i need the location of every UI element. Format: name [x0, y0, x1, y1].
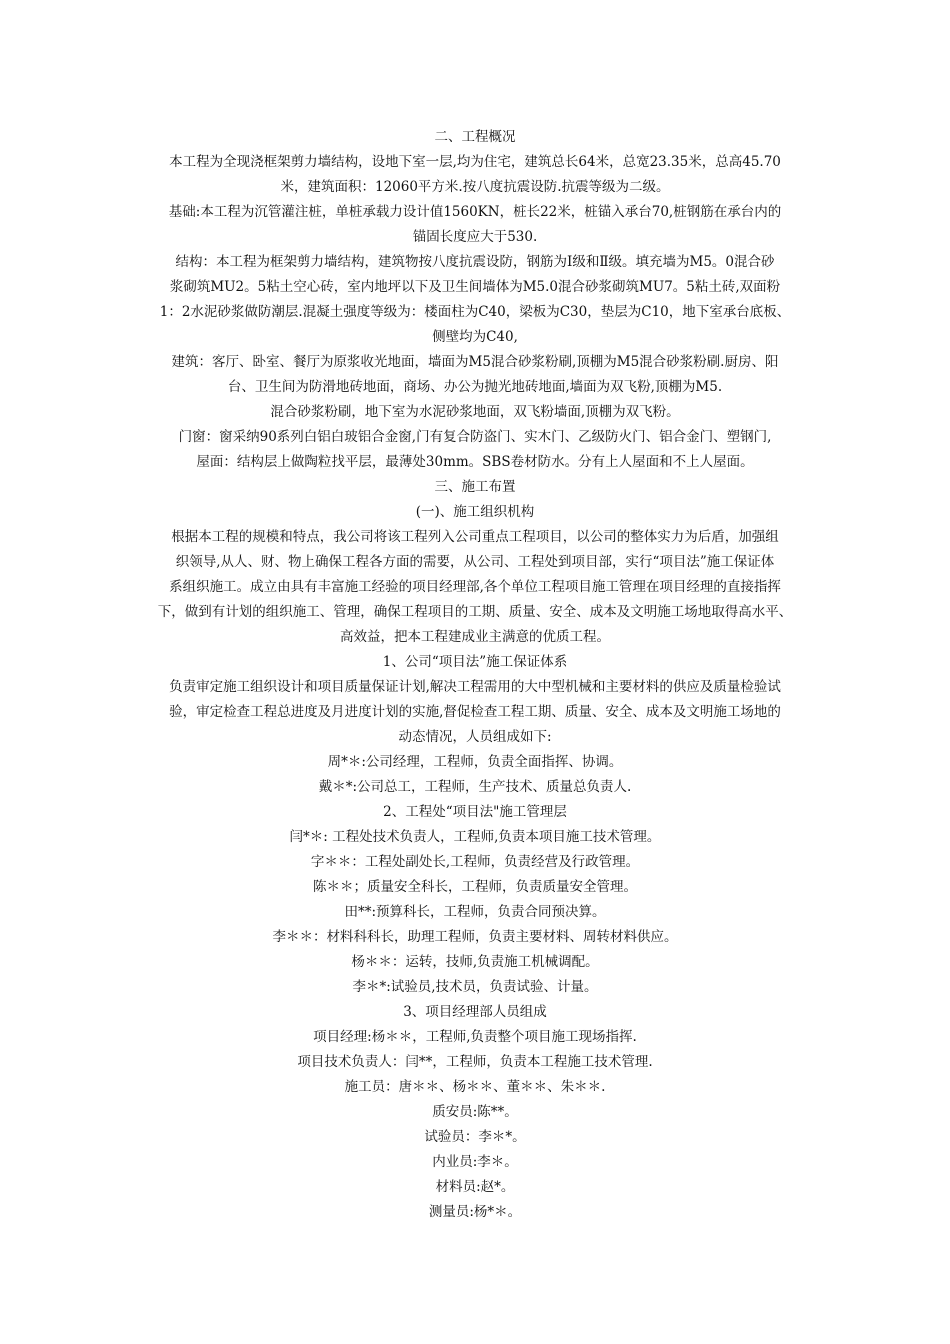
paragraph-line: 建筑：客厅、卧室、餐厅为原浆收光地面，墙面为M5混合砂浆粉刷,顶棚为M5混合砂浆粉刷.厨房、阳 — [171, 354, 779, 370]
paragraph-line: 下，做到有计划的组织施工、管理，确保工程项目的工期、质量、安全、成本及文明施工场地取得高水平、 — [157, 604, 793, 620]
personnel-line: 杨＊＊：运转，技师,负责施工机械调配。 — [351, 954, 599, 970]
paragraph-line: 织领导,从人、财、物上确保工程各方面的需要，从公司、工程处到项目部，实行“项目法”施工保证体 — [175, 554, 775, 570]
personnel-line: 施工员：唐＊＊、杨＊＊、董＊＊、朱＊＊. — [344, 1079, 606, 1095]
personnel-line: 田**:预算科长，工程师，负责合同预决算。 — [344, 904, 606, 920]
personnel-line: 李＊*:试验员,技术员，负责试验、计量。 — [352, 979, 598, 995]
paragraph-line: 系组织施工。成立由具有丰富施工经验的项目经理部,各个单位工程项目施工管理在项目经理的直接指挥 — [169, 579, 781, 595]
document-page — [0, 125, 950, 1225]
paragraph-line: 米，建筑面积：12060平方米.按八度抗震设防.抗震等级为二级。 — [280, 179, 670, 195]
list-heading-project-department: 3、项目经理部人员组成 — [403, 1004, 547, 1020]
paragraph-line: 本工程为全现浇框架剪力墙结构，设地下室一层,均为住宅，建筑总长64米，总宽23.35米，总高45.70 — [169, 154, 781, 170]
personnel-line: 测量员:杨*＊。 — [428, 1204, 522, 1220]
personnel-line: 李＊＊：材料科科长，助理工程师，负责主要材料、周转材料供应。 — [272, 929, 678, 945]
paragraph-line: 高效益，把本工程建成业主满意的优质工程。 — [340, 629, 610, 645]
paragraph-line: 门窗：窗采纳90系列白铝白玻铝合金窗,门有复合防盗门、实木门、乙级防火门、铝合金门、塑钢门, — [178, 429, 772, 445]
paragraph-line: 根据本工程的规模和特点，我公司将该工程列入公司重点工程项目，以公司的整体实力为后盾，加强组 — [171, 529, 779, 545]
paragraph-line: 混合砂浆粉刷，地下室为水泥砂浆地面，双飞粉墙面,顶棚为双飞粉。 — [270, 404, 680, 420]
section-heading-construction-layout: 三、施工布置 — [434, 479, 516, 495]
paragraph-line: 验，审定检查工程总进度及月进度计划的实施,督促检查工程工期、质量、安全、成本及文明施工场地的 — [169, 704, 781, 720]
paragraph-line: 侧壁均为C40, — [432, 329, 518, 345]
personnel-line: 周*＊:公司经理，工程师，负责全面指挥、协调。 — [327, 754, 623, 770]
personnel-line: 试验员：李＊*。 — [424, 1129, 526, 1145]
paragraph-line: 屋面：结构层上做陶粒找平层，最薄处30mm。SBS卷材防水。分有上人屋面和不上人屋面。 — [196, 454, 754, 470]
personnel-line: 项目经理:杨＊＊，工程师,负责整个项目施工现场指挥. — [313, 1029, 637, 1045]
personnel-line: 闫*＊: 工程处技术负责人，工程师,负责本项目施工技术管理。 — [289, 829, 661, 845]
personnel-line: 质安员:陈**。 — [432, 1104, 518, 1120]
personnel-line: 内业员:李＊。 — [432, 1154, 518, 1170]
paragraph-line: 1：2水泥砂浆做防潮层.混凝土强度等级为：楼面柱为C40，梁板为C30，垫层为C10，地下室承台底板、 — [159, 304, 791, 320]
paragraph-line: 动态情况，人员组成如下: — [398, 729, 552, 745]
personnel-line: 戴＊*:公司总工，工程师，生产技术、质量总负责人. — [318, 779, 632, 795]
subsection-heading-organization: (一)、施工组织机构 — [415, 504, 535, 520]
paragraph-line: 锚固长度应大于530. — [412, 229, 538, 245]
paragraph-line: 负责审定施工组织设计和项目质量保证计划,解决工程需用的大中型机械和主要材料的供应及质量检验试 — [169, 679, 781, 695]
personnel-line: 项目技术负责人：闫**，工程师，负责本工程施工技术管理. — [297, 1054, 653, 1070]
list-heading-management-layer: 2、工程处“项目法"施工管理层 — [383, 804, 567, 820]
list-heading-company-system: 1、公司“项目法”施工保证体系 — [382, 654, 568, 670]
paragraph-line: 结构：本工程为框架剪力墙结构，建筑物按八度抗震设防，钢筋为Ⅰ级和Ⅱ级。填充墙为M5。0混合砂 — [175, 254, 775, 270]
personnel-line: 材料员:赵*。 — [435, 1179, 515, 1195]
section-heading-project-overview: 二、工程概况 — [434, 129, 516, 145]
paragraph-line: 台、卫生间为防滑地砖地面，商场、办公为抛光地砖地面,墙面为双飞粉,顶棚为M5. — [227, 379, 723, 395]
personnel-line: 陈＊＊；质量安全科长，工程师，负责质量安全管理。 — [313, 879, 637, 895]
paragraph-line: 基础:本工程为沉管灌注桩，单桩承载力设计值1560KN，桩长22米，桩锚入承台70,桩钢筋在承台内的 — [168, 204, 782, 220]
personnel-line: 字＊＊：工程处副处长,工程师，负责经营及行政管理。 — [310, 854, 640, 870]
paragraph-line: 浆砌筑MU2。5粘土空心砖，室内地坪以下及卫生间墙体为M5.0混合砂浆砌筑MU7。5粘土砖,双面粉 — [169, 279, 781, 295]
